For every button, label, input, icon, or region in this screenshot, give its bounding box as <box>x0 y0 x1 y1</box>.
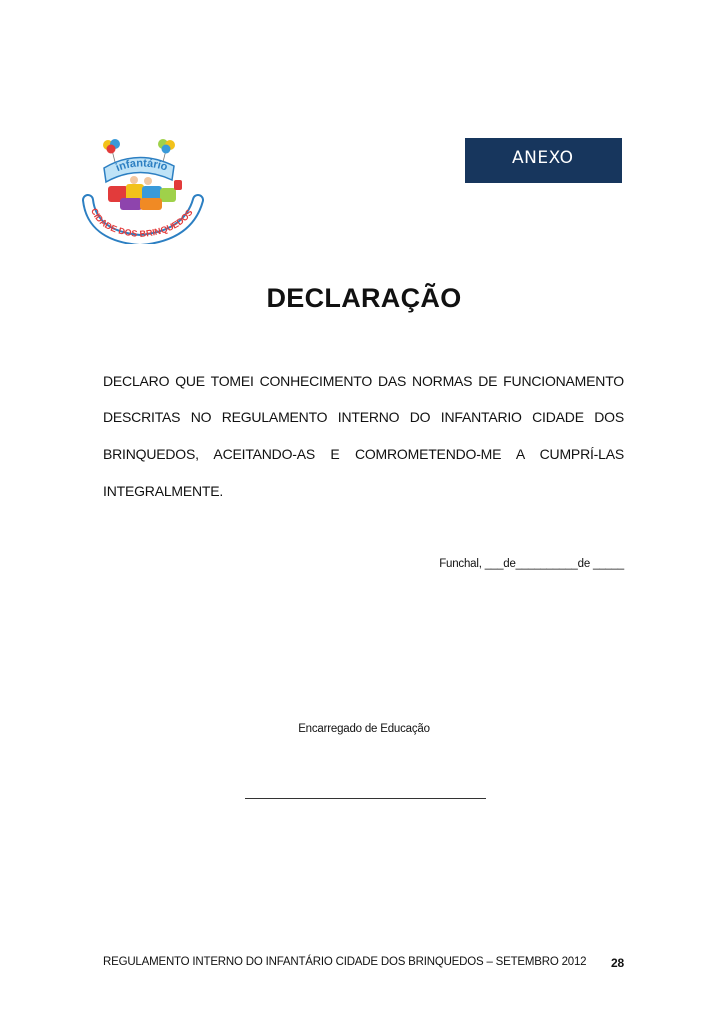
declaration-line: DECLARO QUE TOMEI CONHECIMENTO DAS NORMAS DE FUNCIONAMENTO <box>103 373 624 389</box>
date-field[interactable]: Funchal, ___de__________de _____ <box>439 558 624 570</box>
declaration-line: DESCRITAS NO REGULAMENTO INTERNO DO INFANTARIO CIDADE DOS <box>103 409 624 425</box>
toys-icon <box>108 176 182 210</box>
page-title: DECLARAÇÃO <box>266 283 462 313</box>
guardian-label: Encarregado de Educação <box>298 723 430 735</box>
annex-label-text: ANEXO <box>512 148 574 168</box>
svg-text:CIDADE DOS BRINQUEDOS: CIDADE DOS BRINQUEDOS <box>89 206 195 240</box>
kindergarten-logo <box>82 136 204 244</box>
signature-line[interactable] <box>245 798 486 799</box>
declaration-line: BRINQUEDOS, ACEITANDO-AS E COMROMETENDO-ME A CUMPRÍ-LAS <box>103 446 624 462</box>
footer-text: REGULAMENTO INTERNO DO INFANTÁRIO CIDADE DOS BRINQUEDOS – SETEMBRO 2012 <box>103 956 587 968</box>
svg-text:infantário: infantário <box>114 157 169 175</box>
logo-graphic <box>82 136 204 244</box>
annex-label <box>465 138 622 183</box>
declaration-line: INTEGRALMENTE. <box>103 483 224 499</box>
page-number: 28 <box>611 956 624 970</box>
